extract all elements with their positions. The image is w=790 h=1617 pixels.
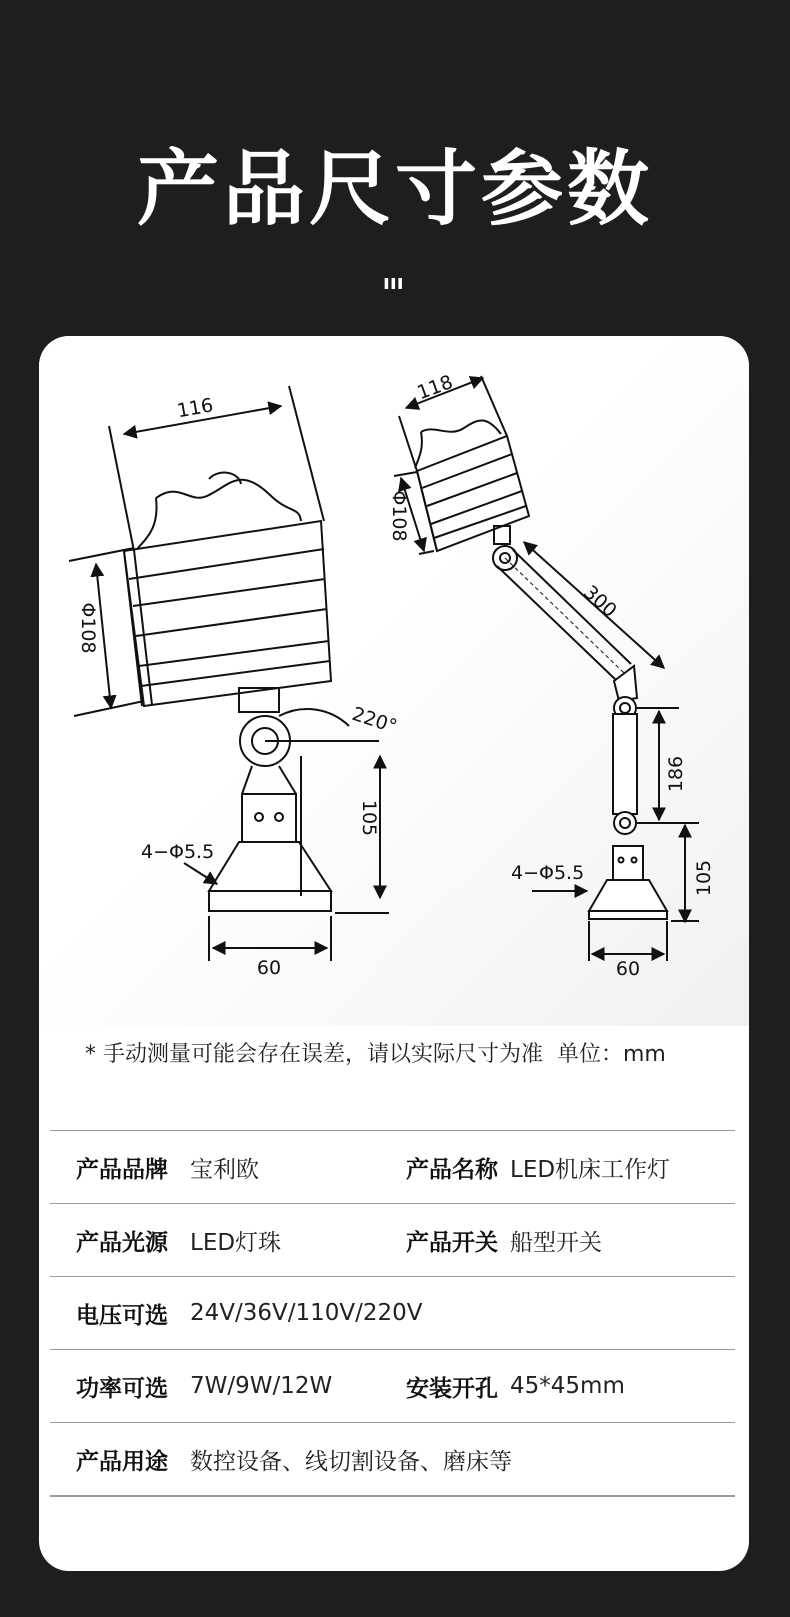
spec-card xyxy=(39,336,749,1571)
spec-value: 宝利欧 xyxy=(190,1156,259,1183)
arm-length-label: 300 xyxy=(579,581,621,622)
note-text: * 手动测量可能会存在误差，请以实际尺寸为准 xyxy=(85,1042,543,1067)
spec-label: 功率可选 xyxy=(76,1375,168,1402)
spec-row xyxy=(50,1130,735,1203)
left-height-label: 105 xyxy=(358,799,380,837)
spec-value: 数控设备、线切割设备、磨床等 xyxy=(190,1448,512,1475)
spec-value: 船型开关 xyxy=(510,1229,602,1256)
title-decoration: ııı xyxy=(383,270,404,294)
spec-value: 7W/9W/12W xyxy=(190,1373,333,1399)
spec-label: 产品名称 xyxy=(406,1156,498,1183)
spec-row xyxy=(50,1276,735,1349)
spec-label: 电压可选 xyxy=(76,1302,168,1329)
measurement-note xyxy=(85,1040,725,1070)
spec-label: 产品光源 xyxy=(76,1229,168,1256)
spec-label: 安装开孔 xyxy=(406,1375,498,1402)
right-diameter-label: Φ108 xyxy=(388,490,410,542)
left-lamp-drawing xyxy=(69,386,389,961)
left-base-label: 60 xyxy=(256,957,282,979)
spec-label: 产品开关 xyxy=(406,1229,498,1256)
spec-label: 产品品牌 xyxy=(76,1156,168,1183)
dimension-diagram xyxy=(39,336,749,1026)
right-height-label: 105 xyxy=(693,859,715,897)
spec-row xyxy=(50,1203,735,1276)
spec-table xyxy=(50,1130,735,1497)
spec-label: 产品用途 xyxy=(76,1448,168,1475)
unit-text: 单位：mm xyxy=(557,1042,666,1067)
spec-value: LED机床工作灯 xyxy=(510,1156,671,1183)
dimension-drawing xyxy=(39,336,749,1026)
spec-value: LED灯珠 xyxy=(190,1229,282,1256)
angle-label: 220° xyxy=(349,702,400,739)
spec-value: 45*45mm xyxy=(510,1373,625,1399)
left-diameter-label: Φ108 xyxy=(77,602,99,654)
right-base-label: 60 xyxy=(615,958,641,980)
spec-row xyxy=(50,1422,735,1495)
spec-value: 24V/36V/110V/220V xyxy=(190,1300,423,1326)
left-width-label: 116 xyxy=(175,394,215,423)
upper-height-label: 186 xyxy=(665,755,687,793)
table-bottom-rule xyxy=(50,1495,735,1497)
page-title: 产品尺寸参数 xyxy=(136,142,653,237)
left-holes-label: 4−Φ5.5 xyxy=(141,841,215,863)
right-holes-label: 4−Φ5.5 xyxy=(511,862,585,884)
spec-row xyxy=(50,1349,735,1422)
right-width-label: 118 xyxy=(414,371,456,405)
